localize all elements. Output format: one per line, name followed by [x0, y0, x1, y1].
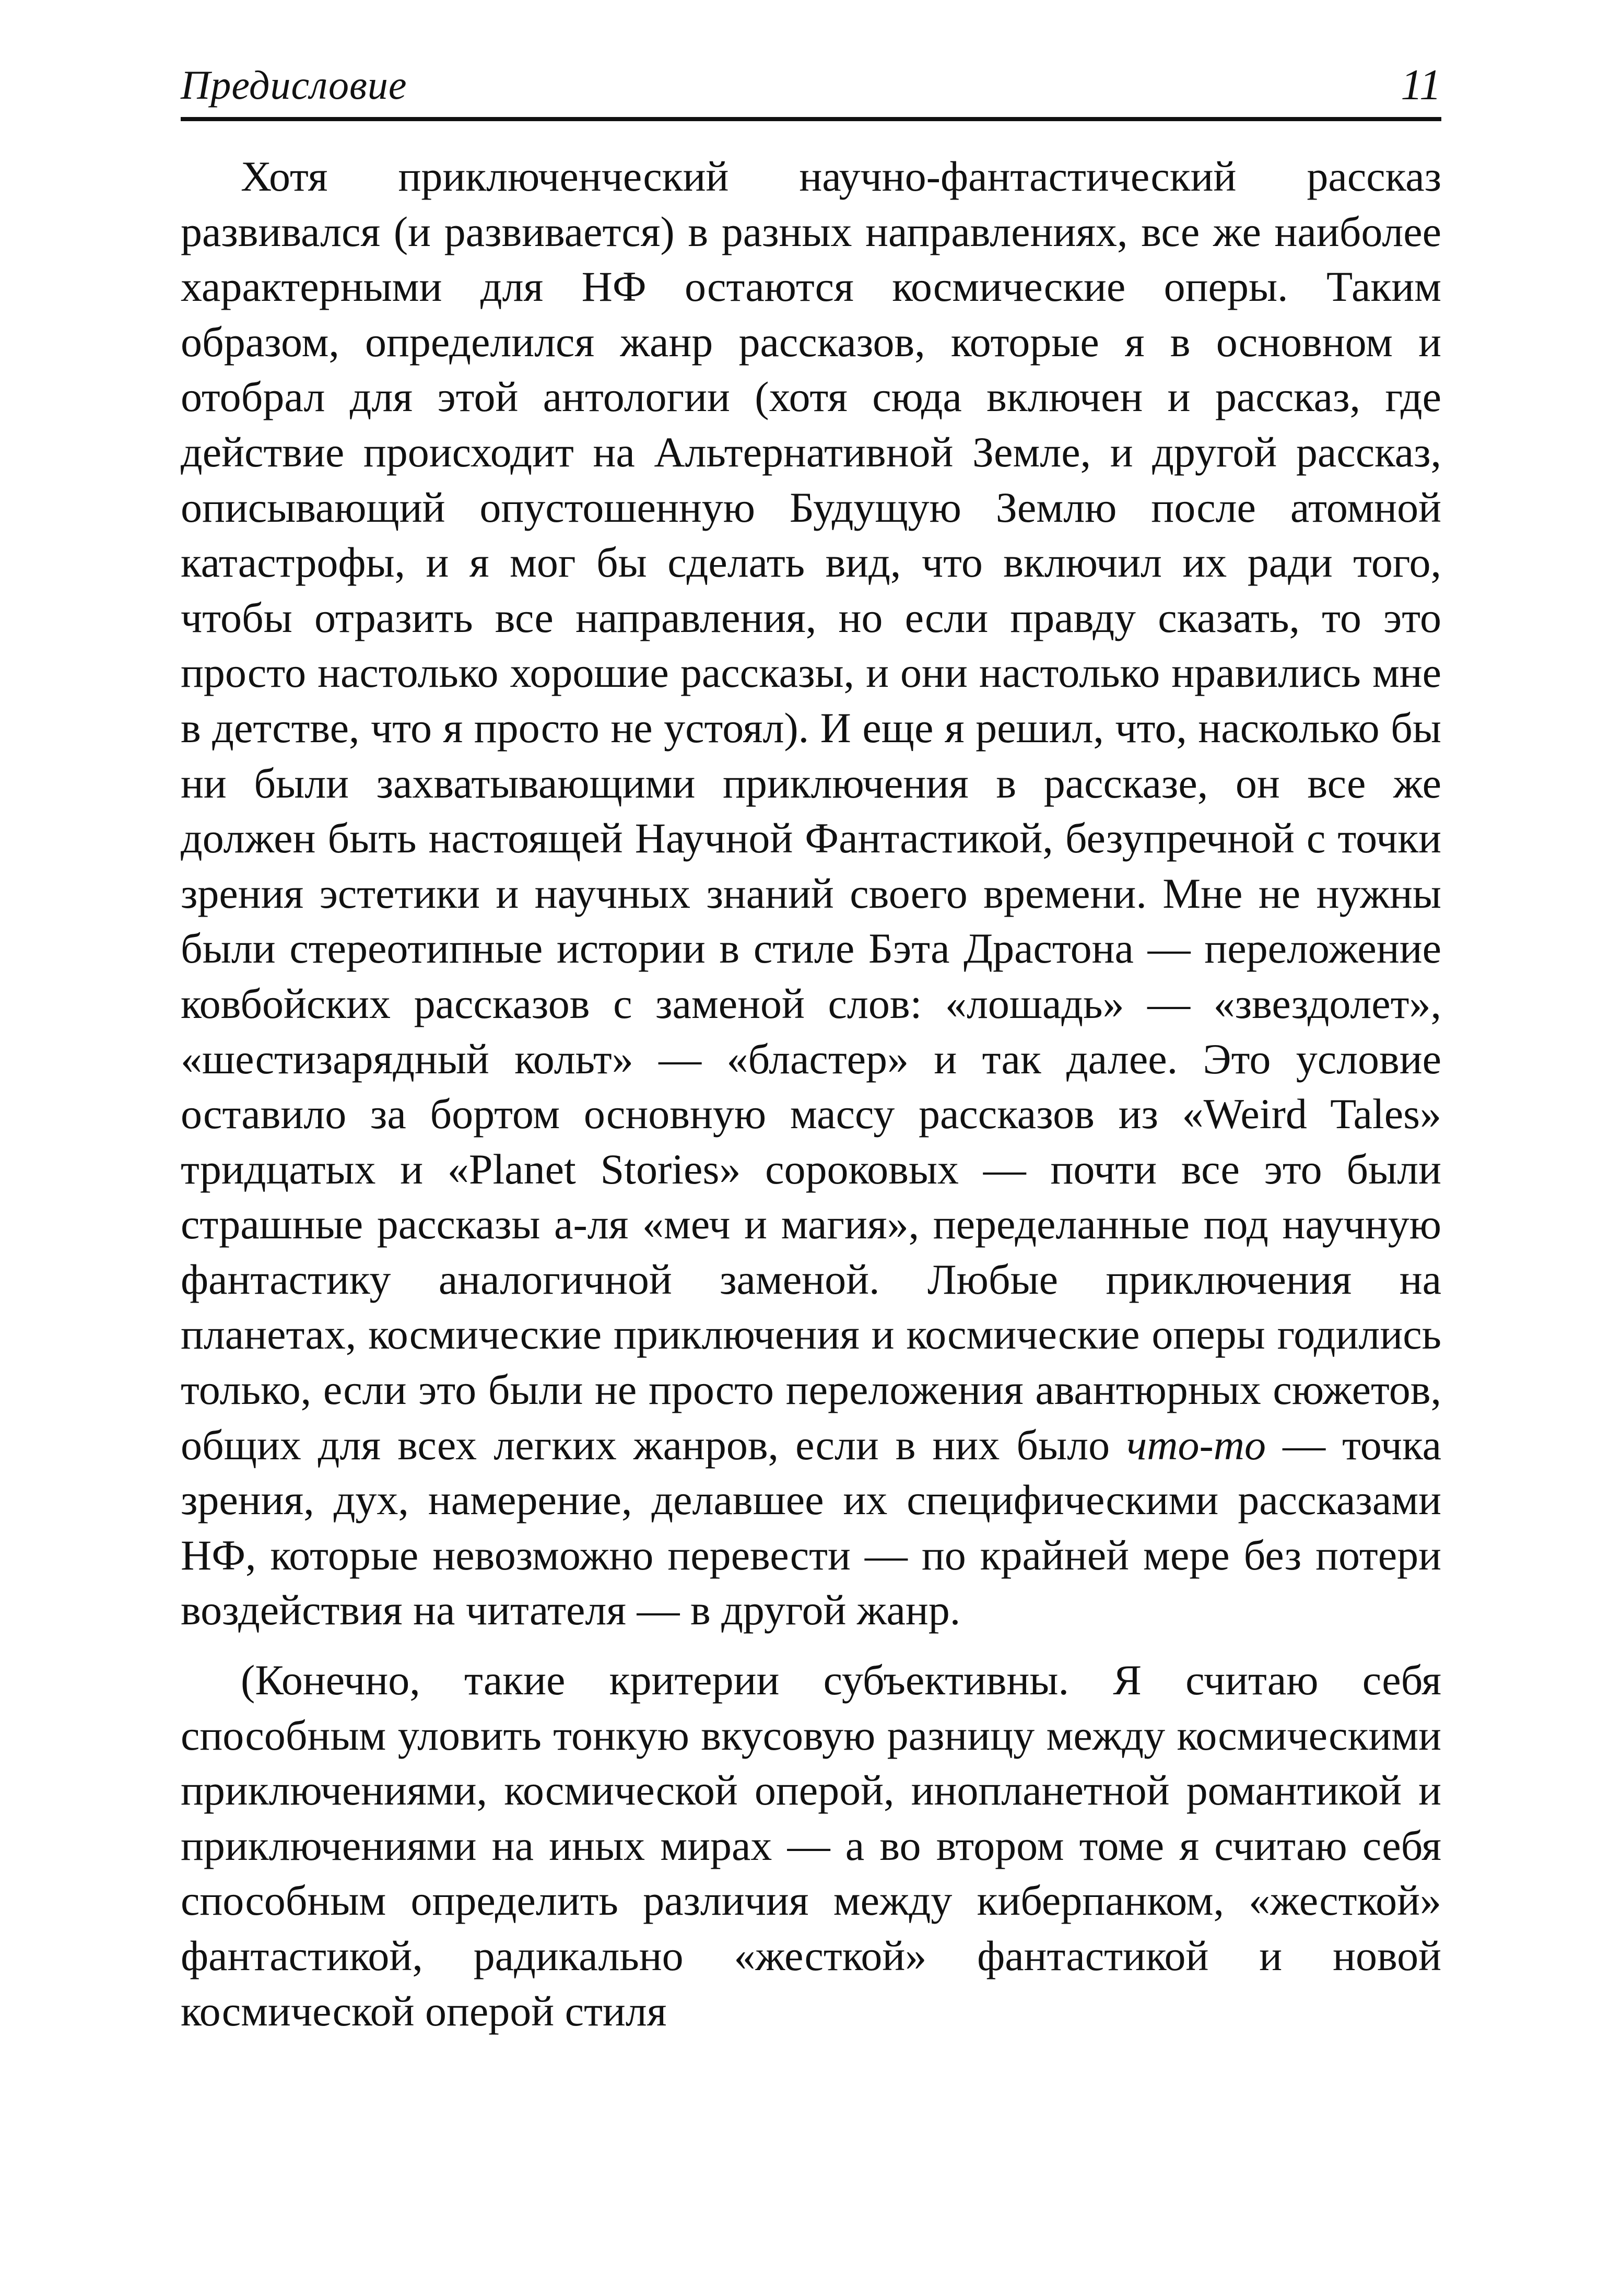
header-rule — [181, 117, 1441, 121]
paragraph-text: — точка зрения, дух, намерение, делавшее их специфическими рассказами НФ, которые невозможно перевести — по крайней мере без потери воздействия на читателя — в другой жанр. — [181, 1421, 1441, 1634]
paragraph — [181, 1653, 1441, 2039]
paragraph-text: Хотя приключенческий научно-фантастический рассказ развивался (и развивается) в разных направлениях, все же наиболее характерными для НФ остаются космические оперы. Таким образом, определился жанр рассказов, которые я в основном и отобрал для этой антологии (хотя сюда включен и рассказ, где действие происходит на Альтернативной Земле, и другой рассказ, описывающий опустошенную Будущую Землю после атомной катастрофы, и я мог бы сделать вид, что включил их ради того, чтобы отразить все направления, но если правду сказать, то это просто настолько хорошие рассказы, и они настолько нравились мне в детстве, что я просто не устоял). И еще я решил, что, насколько бы ни были захватывающими приключения в рассказе, он все же должен быть настоящей Научной Фантастикой, безупречной с точки зрения эстетики и научных знаний своего времени. Мне не нужны были стереотипные истории в стиле Бэта Драстона — переложение ковбойских рассказов с заменой слов: «лошадь» — «звездолет», «шестизарядный кольт» — «бластер» и так далее. Это условие оставило за бортом основную массу рассказов из «Weird Tales» тридцатых и «Planet Stories» сороковых — почти все это были страшные рассказы а-ля «меч и магия», переделанные под научную фантастику аналогичной заменой. Любые приключения на планетах, космические приключения и космические оперы годились только, если это были не просто переложения авантюрных сюжетов, общих для всех легких жанров, если в них было — [181, 153, 1441, 1469]
paragraph-text: (Конечно, такие критерии субъективны. Я считаю себя способным уловить тонкую вкусовую разницу между космическими приключениями, космической оперой, инопланетной романтикой и приключениями на иных мирах — а во втором томе я считаю себя способным определить различия между киберпанком, «жесткой» фантастикой, радикально «жесткой» фантастикой и новой космической оперой стиля — [181, 1656, 1441, 2035]
paragraph — [181, 149, 1441, 1638]
page-header — [181, 55, 1441, 118]
emphasis: что-то — [1126, 1421, 1266, 1469]
body-text — [181, 149, 1441, 2039]
running-title: Предисловие — [181, 62, 407, 108]
page-number: 11 — [1401, 61, 1441, 109]
